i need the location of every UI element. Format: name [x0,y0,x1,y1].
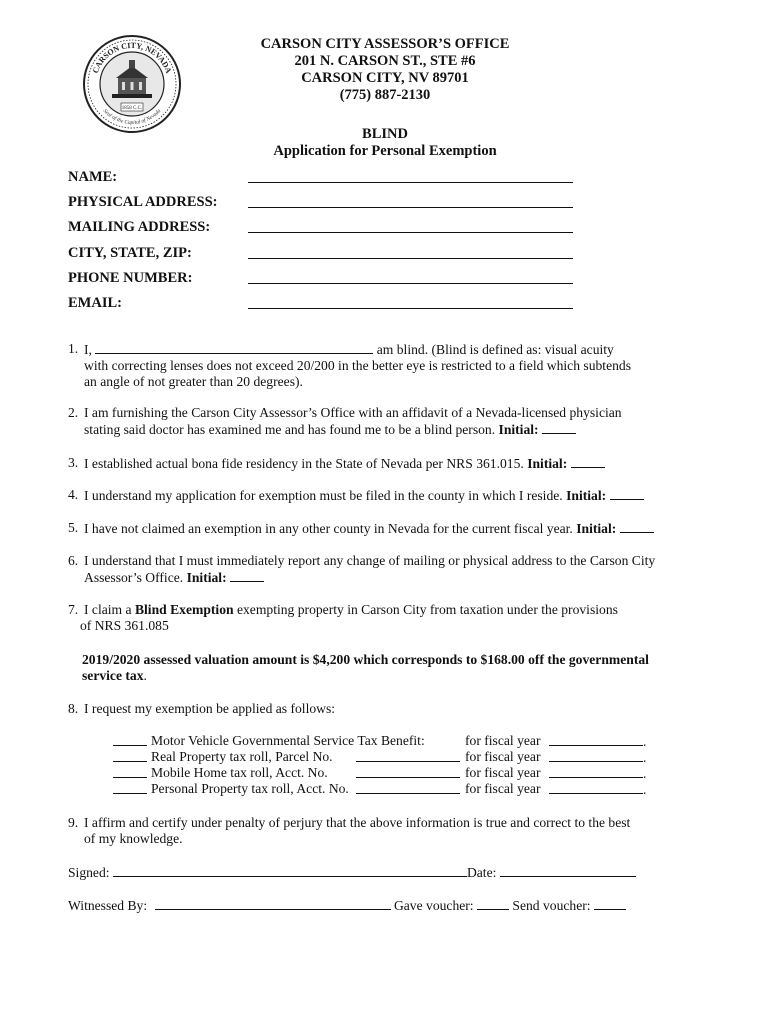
field-label-name: NAME: [68,169,118,185]
fiscal-year-label: for fiscal year [465,733,541,748]
field-label-physical-address: PHYSICAL ADDRESS: [68,194,218,211]
field-email-row [68,295,588,320]
statement-3-text: I established actual bona fide residency in the State of Nevada per NRS 361.015. [84,456,524,471]
statement-9-text-a: I affirm and certify under penalty of perjury that the above information is true and correct to the best [84,815,631,830]
option-check-real-property[interactable] [113,749,147,762]
statement-number: 1. [68,341,79,356]
end-period: . [643,734,647,749]
end-period: . [643,766,647,781]
field-input-name[interactable] [248,182,573,183]
statement-number: 6. [68,553,79,568]
statement-1 [68,341,708,391]
statement-1-text-b: am blind. (Blind is defined as: visual acuity [376,342,614,357]
statement-number: 8. [68,701,79,716]
statement-9-text-b: of my knowledge. [84,831,183,847]
statement-number: 3. [68,455,79,470]
field-physical-address-row [68,194,588,219]
field-mailing-address-row [68,219,588,244]
fiscal-year-field[interactable] [549,749,643,762]
statement-7-text-b: exempting property in Carson City from taxation under the provisions [236,602,618,617]
date-input[interactable] [500,864,636,877]
gave-voucher-label: Gave voucher: [393,898,474,913]
field-input-email[interactable] [248,308,573,309]
form-title-sub: Application for Personal Exemption [273,143,497,159]
seal-year: 1858 C.C. [121,106,143,111]
statement-5-text: I have not claimed an exemption in any other county in Nevada for the current fiscal year. [84,521,573,536]
valuation-line-1: 2019/2020 assessed valuation amount is $4,200 which corresponds to $168.00 off the governmental [82,652,649,667]
fiscal-year-input [549,781,646,798]
field-label-city-state-zip: CITY, STATE, ZIP: [68,244,192,261]
statement-number: 4. [68,487,79,502]
option-label: Mobile Home tax roll, Acct. No. [151,765,328,780]
statement-5 [68,520,708,537]
signed-label: Signed: [68,865,110,880]
blind-name-input[interactable] [95,341,373,354]
office-name: CARSON CITY ASSESSOR’S OFFICE [260,36,510,52]
fiscal-year-label: for fiscal year [465,749,541,764]
statement-number: 9. [68,815,79,830]
fiscal-year-input [549,733,646,750]
option-check-motor-vehicle[interactable] [113,733,147,746]
statement-2 [68,405,708,438]
field-name-row [68,169,588,194]
statement-2-text-b: stating said doctor has examined me and has found me to be a blind person. [84,422,496,438]
statement-6-text-a: I understand that I must immediately report any change of mailing or physical address to the Carson City [84,553,656,568]
initial-input-6[interactable] [230,569,264,582]
blind-exemption-term: Blind Exemption [134,602,234,617]
fiscal-year-field[interactable] [549,781,643,794]
initial-label: Initial: [576,521,617,536]
statement-7 [68,602,708,634]
initial-input-5[interactable] [620,520,654,533]
field-input-city-state-zip[interactable] [248,258,573,259]
date-label: Date: [466,865,497,880]
form-title [200,126,570,160]
field-input-mailing-address[interactable] [248,232,573,233]
initial-input-4[interactable] [610,487,644,500]
option-check-personal-property[interactable] [113,781,147,794]
option-label: Real Property tax roll, Parcel No. [151,749,333,764]
fiscal-year-field[interactable] [549,733,643,746]
statement-8 [68,701,708,717]
fiscal-year-input [549,749,646,766]
statement-9 [68,815,708,847]
office-street: 201 N. CARSON ST., STE #6 [294,53,476,69]
end-period: . [643,750,647,765]
field-input-phone[interactable] [248,283,573,284]
fiscal-year-field[interactable] [549,765,643,778]
field-label-email: EMAIL: [68,294,122,311]
signature-row [68,864,636,881]
seal-bottom-text: Seal of the Capital of Nevada [101,108,163,127]
field-label-phone: PHONE NUMBER: [68,269,193,286]
option-check-mobile-home[interactable] [113,765,147,778]
statement-1-text-a: I, [84,342,92,357]
valuation-notice [82,652,722,684]
statement-2-text-a: I am furnishing the Carson City Assessor’s Office with an affidavit of a Nevada-licensed physician [84,405,622,420]
gave-voucher-input[interactable] [477,897,509,910]
statement-6 [68,553,708,586]
statement-3 [68,455,708,472]
statement-1-text-c: with correcting lenses does not exceed 20/200 in the better eye is restricted to a field which subtends [84,358,631,374]
office-header [200,36,570,104]
carson-city-seal [82,34,182,134]
initial-label: Initial: [566,488,607,503]
send-voucher-input[interactable] [594,897,626,910]
initial-label: Initial: [527,456,568,471]
seal-top-text: CARSON CITY, NEVADA [90,40,174,75]
send-voucher-label: Send voucher: [512,898,591,913]
statement-number: 2. [68,405,79,420]
option-label: Personal Property tax roll, Acct. No. [151,781,349,796]
form-title-main: BLIND [362,126,408,142]
statement-7-text-c: of NRS 361.085 [80,618,169,634]
valuation-line-2: service tax [82,668,144,684]
option-label: Motor Vehicle Governmental Service Tax Benefit: [151,733,425,748]
witness-row [68,897,626,914]
statement-1-text-d: an angle of not greater than 20 degrees). [84,374,303,390]
fiscal-year-input [549,765,646,782]
statement-number: 7. [68,602,79,617]
valuation-period: . [143,668,147,684]
applicant-fields [68,169,588,320]
initial-label: Initial: [186,570,227,586]
field-input-physical-address[interactable] [248,207,573,208]
statement-4-text: I understand my application for exemption must be filed in the county in which I reside. [84,488,563,503]
fiscal-year-label: for fiscal year [465,765,541,780]
field-phone-row [68,270,588,295]
witness-input[interactable] [155,897,391,910]
initial-input-3[interactable] [571,455,605,468]
statement-8-text: I request my exemption be applied as follows: [84,701,336,716]
signature-input[interactable] [113,864,467,877]
office-phone: (775) 887-2130 [339,87,431,103]
witnessed-by-label: Witnessed By: [68,898,148,913]
field-label-mailing-address: MAILING ADDRESS: [68,219,211,236]
personal-property-acct-input[interactable] [356,781,460,794]
statement-4 [68,487,708,504]
office-city: CARSON CITY, NV 89701 [301,70,469,86]
initial-label: Initial: [498,422,539,438]
parcel-number-input[interactable] [356,749,460,762]
statement-7-text-a: I claim a [84,602,132,617]
field-city-state-zip-row [68,245,588,270]
end-period: . [643,782,647,797]
initial-input-2[interactable] [542,421,576,434]
mobile-home-acct-input[interactable] [356,765,460,778]
statement-6-text-b: Assessor’s Office. [84,570,184,586]
fiscal-year-label: for fiscal year [465,781,541,796]
statement-number: 5. [68,520,79,535]
